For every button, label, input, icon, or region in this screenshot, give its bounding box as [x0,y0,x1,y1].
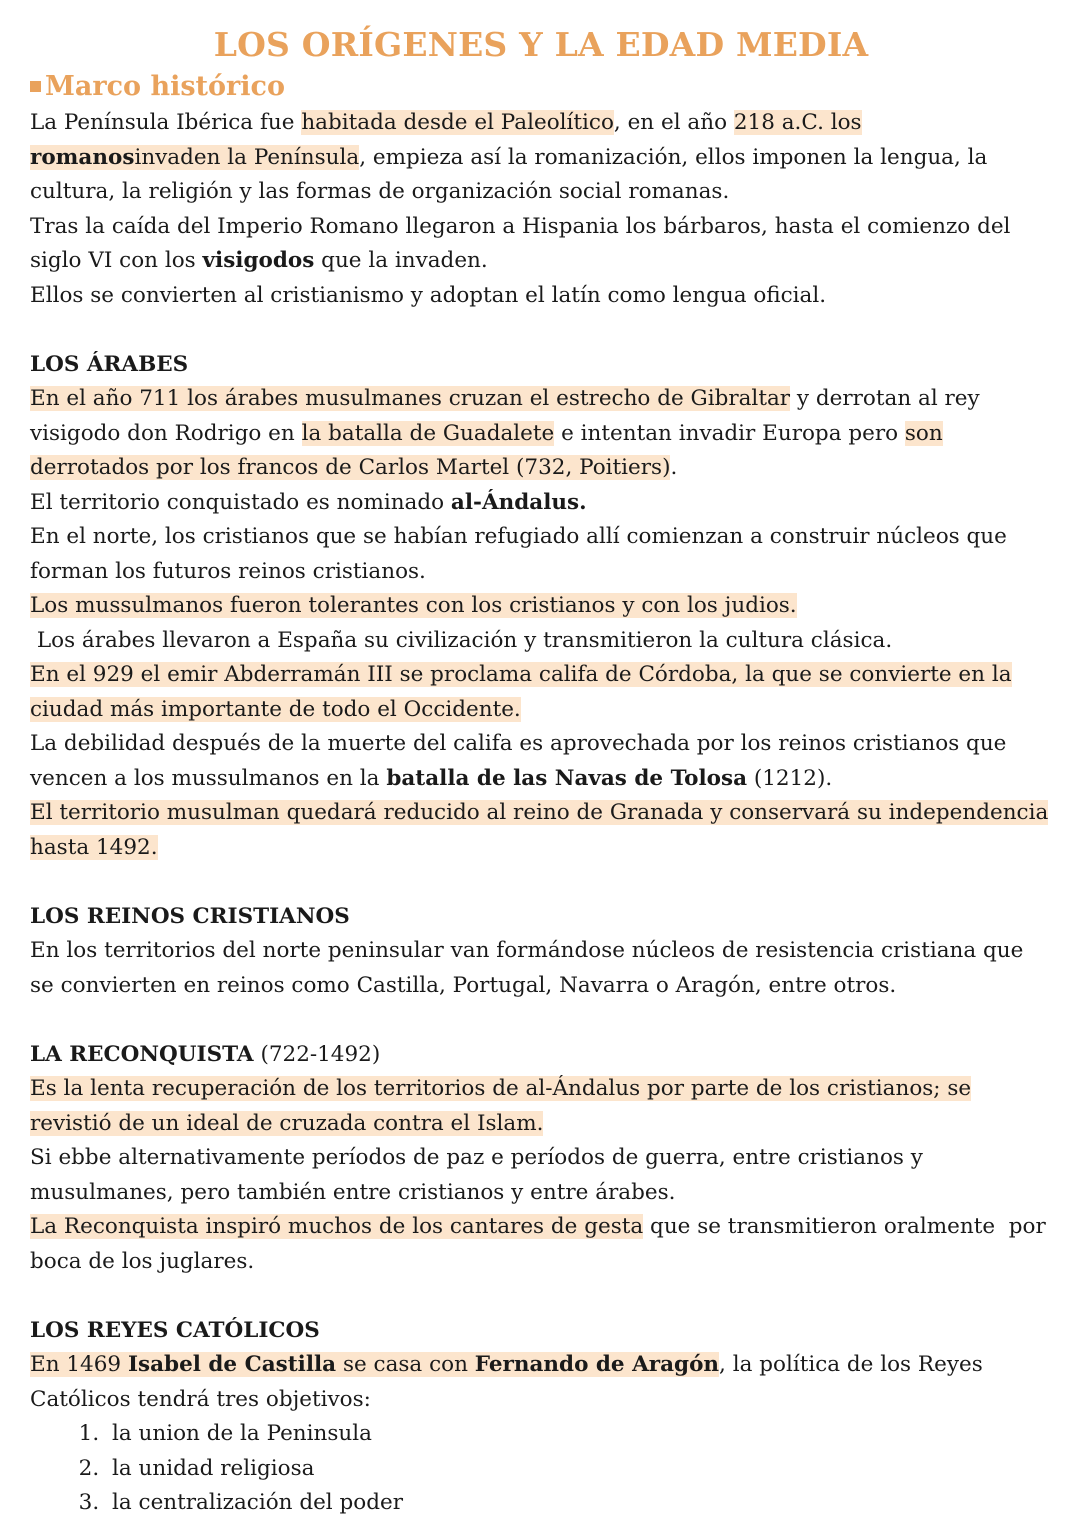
highlighted-text: invaden la Península [134,144,360,170]
list-item: 1. la union de la Peninsula [106,1417,1052,1452]
highlighted-text: se casa con [336,1352,475,1377]
paragraph [30,106,1052,210]
paragraph [30,382,1052,486]
highlighted-text: 218 a.C. los [733,110,862,135]
paragraph [30,727,1052,796]
paragraph: Ellos se convierten al cristianismo y adoptan el latín como lengua oficial. [30,282,827,308]
text-run: que la invaden. [314,248,488,273]
subtitle-text: Marco histórico [45,71,285,102]
section-subtitle [30,68,1052,106]
bold-text: al-Ándalus. [450,489,587,515]
highlighted-bold-text: Fernando de Aragón [474,1352,720,1377]
spacer [30,1279,1052,1314]
highlighted-text: En 1469 [30,1352,128,1377]
paragraph: Los árabes llevaron a España su civilización y transmitieron la cultura clásica. [30,627,893,653]
paragraph: En el norte, los cristianos que se habían refugiado allí comienzan a construir núcleos que forman los futuros reinos cristianos. [30,524,1007,584]
section-heading-reinos: LOS REINOS CRISTIANOS [30,903,350,929]
text-run: , en el año [613,110,734,135]
highlighted-text: Es la lenta recuperación de los territorios de al-Ándalus por parte de los cristianos; se revistió de un ideal de cruzada contra el Islam. [30,1076,972,1136]
list-item: 3. la centralización del poder [106,1486,1052,1521]
document-body [30,106,1052,1521]
highlighted-text: son derrotados por los francos de Carlos Martel (732, Poitiers) [30,420,943,480]
list-item: 2. la unidad religiosa [106,1452,1052,1487]
paragraph [30,658,1052,727]
text-run: La debilidad después de la muerte del califa es aprovechada por los reinos cristianos que vencen a los mussulmanos en la [30,731,1007,791]
paragraph [30,796,1052,865]
paragraph [30,486,1052,521]
bold-text: batalla de las Navas de Tolosa [386,765,747,791]
highlighted-text: habitada desde el Paleolítico [301,110,614,135]
highlighted-text: la batalla de Guadalete [301,420,555,446]
highlighted-bold-text: Isabel de Castilla [127,1352,337,1377]
text-run: El territorio conquistado es nominado [30,489,451,515]
paragraph [30,589,1052,624]
heading-text: LA RECONQUISTA [30,1041,254,1067]
paragraph [30,1210,1052,1279]
paragraph [30,1072,1052,1141]
section-heading-reyes: LOS REYES CATÓLICOS [30,1317,320,1343]
spacer [30,865,1052,900]
text-run: . [670,455,678,480]
text-run: , empieza así la romanización, ellos imponen la lengua, la cultura, la religión y las formas de organización social romanas. [30,144,988,204]
section-heading-reconquista [30,1038,1052,1073]
text-run: La Península Ibérica fue [30,110,302,135]
highlighted-text: Los mussulmanos fueron tolerantes con los cristianos y con los judios. [30,593,797,618]
section-heading-arabes: LOS ÁRABES [30,351,189,377]
square-bullet-icon [30,81,41,92]
highlighted-text: El territorio musulman quedará reducido al reino de Granada y conservará su independencia hasta 1492. [30,800,1049,860]
objectives-list [30,1417,1052,1521]
page-title: LOS ORÍGENES Y LA EDAD MEDIA [213,25,869,64]
heading-years: (722-1492) [253,1041,381,1067]
text-run: , la política de los Reyes Católicos tendrá tres objetivos: [30,1352,983,1412]
text-run: (1212). [747,765,833,791]
highlighted-text: La Reconquista inspiró muchos de los cantares de gesta [30,1214,644,1239]
paragraph [30,210,1052,279]
spacer [30,1003,1052,1038]
paragraph: En los territorios del norte peninsular van formándose núcleos de resistencia cristiana que se convierten en reinos como Castilla, Portugal, Navarra o Aragón, entre otros. [30,938,1024,998]
paragraph [30,1348,1052,1417]
text-run: y derrotan al rey visigodo don Rodrigo en [30,386,980,446]
highlighted-text: En el año 711 los árabes musulmanes cruzan el estrecho de Gibraltar [30,386,791,411]
paragraph: Si ebbe alternativamente períodos de paz e períodos de guerra, entre cristianos y musulmanes, pero también entre cristianos y entre árabes. [30,1145,923,1205]
spacer [30,313,1052,348]
text-run: Tras la caída del Imperio Romano llegaron a Hispania los bárbaros, hasta el comienzo del siglo VI con los [30,213,1011,273]
highlighted-text: En el 929 el emir Abderramán III se proclama califa de Córdoba, la que se convierte en la ciudad más importante de todo el Occidente. [30,662,1012,722]
highlighted-bold-text: romanos [30,144,135,170]
bold-text: visigodos [202,248,315,273]
text-run: e intentan invadir Europa pero [554,420,905,446]
text-run: que se transmitieron oralmente por boca de los juglares. [30,1214,1053,1274]
